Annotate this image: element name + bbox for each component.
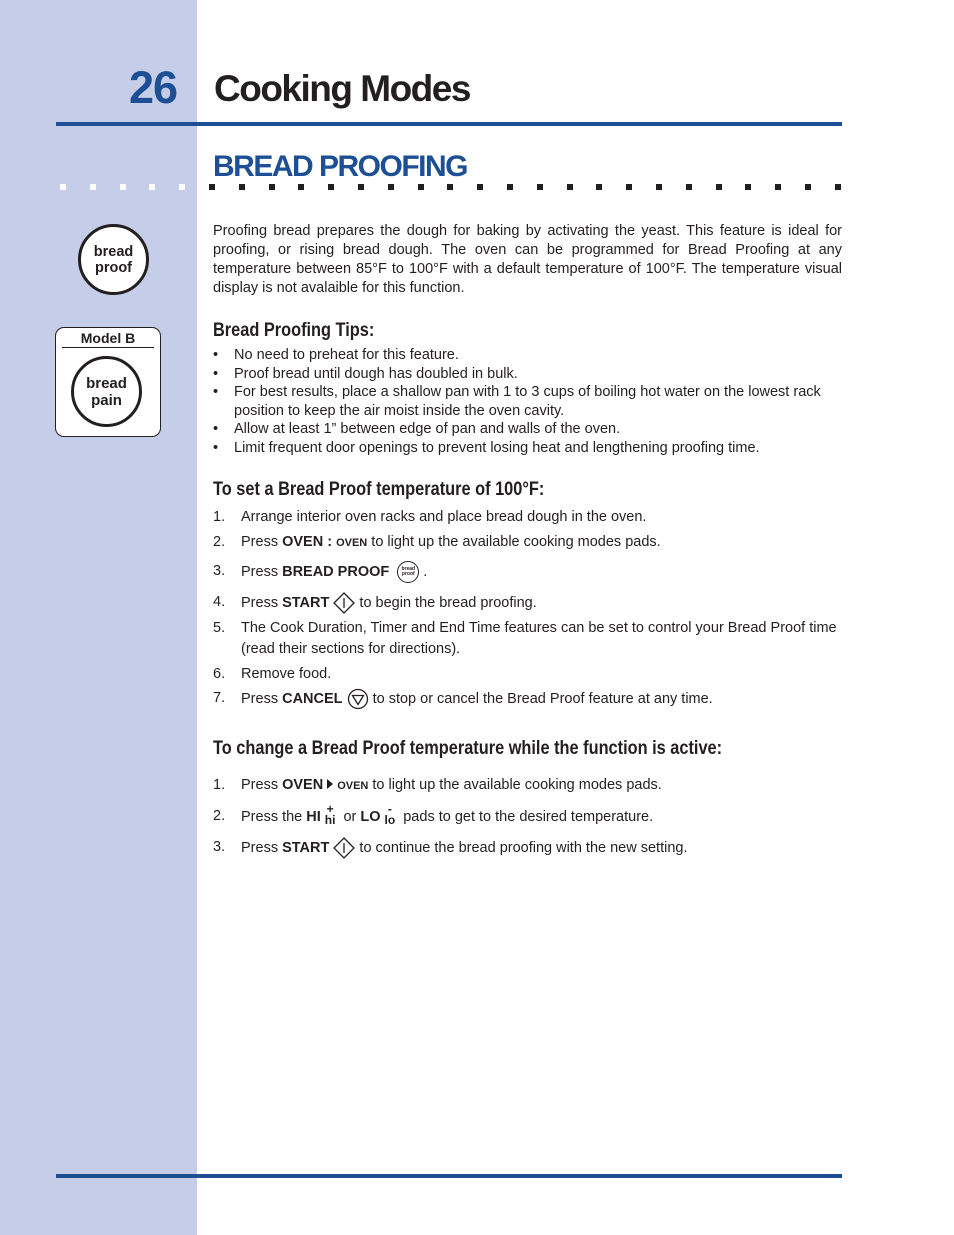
step-text: Press the — [241, 808, 307, 825]
bread-proof-mini-icon — [397, 561, 419, 583]
list-item: • Allow at least 1” between edge of pan and walls of the oven. — [213, 420, 842, 439]
icon-line: lo — [384, 813, 396, 827]
key-start: START — [282, 594, 330, 611]
divider-dot — [745, 184, 751, 190]
list-item: • Limit frequent door openings to prevent losing heat and lengthening proofing time. — [213, 439, 842, 458]
key-oven: OVEN — [282, 777, 324, 793]
list-item: • Proof bread until dough has doubled in bulk. — [213, 365, 842, 384]
plus-icon: + — [326, 802, 334, 816]
step — [213, 837, 842, 859]
lo-pad-icon — [385, 804, 396, 826]
step-number: 7. — [213, 690, 226, 706]
divider-dot — [716, 184, 722, 190]
step-text: to light up the available cooking modes pads. — [368, 777, 662, 793]
key-start: START — [282, 839, 330, 856]
step-number: 2. — [213, 808, 226, 824]
minus-icon: - — [387, 802, 392, 816]
step-number: 3. — [213, 563, 226, 579]
divider-dot — [656, 184, 662, 190]
arrow-right-icon — [327, 779, 333, 789]
page-number: 26 — [129, 62, 178, 113]
divider-dot — [686, 184, 692, 190]
step-text: or — [339, 808, 361, 825]
key-oven: OVEN : — [282, 534, 333, 550]
divider-dot — [567, 184, 573, 190]
divider-dot — [805, 184, 811, 190]
key-cancel: CANCEL — [282, 690, 343, 707]
tips-list — [213, 346, 842, 457]
icon-line: bread — [93, 243, 134, 260]
step-text: Remove food. — [241, 666, 332, 682]
divider-dot — [358, 184, 364, 190]
divider-dot — [209, 184, 215, 190]
step-text: Arrange interior oven racks and place bread dough in the oven. — [241, 509, 647, 525]
divider-dot — [447, 184, 453, 190]
divider-dot — [537, 184, 543, 190]
step-text: . — [423, 563, 428, 580]
set-temp-heading: To set a Bread Proof temperature of 100°F: — [213, 479, 545, 500]
dotted-divider — [56, 184, 846, 192]
step-number: 6. — [213, 666, 226, 682]
section-title: BREAD PROOFING — [213, 150, 468, 183]
divider-dot — [328, 184, 334, 190]
step-text: to light up the available cooking modes pads. — [367, 534, 661, 550]
step-text: to stop or cancel the Bread Proof feature at any time. — [368, 690, 713, 707]
key-bread-proof: BREAD PROOF — [282, 563, 390, 580]
divider-dot — [90, 184, 96, 190]
step — [213, 775, 842, 797]
icon-line: proof — [94, 259, 133, 276]
step-text: to begin the bread proofing. — [355, 594, 537, 611]
step — [213, 532, 842, 554]
step — [213, 507, 842, 528]
step-text: Press — [241, 839, 283, 856]
start-diamond-icon — [333, 592, 355, 614]
list-item: • For best results, place a shallow pan with 1 to 3 cups of boiling hot water on the lowest rack position to keep the air moist inside the oven cavity. — [213, 383, 842, 420]
change-temp-heading: To change a Bread Proof temperature while the function is active: — [213, 738, 723, 759]
page-title: Cooking Modes — [214, 68, 470, 109]
divider-dot — [120, 184, 126, 190]
hi-pad-icon — [325, 804, 336, 826]
divider-dot — [507, 184, 513, 190]
start-diamond-icon — [333, 837, 355, 859]
cancel-triangle-icon — [347, 688, 369, 710]
step-number: 2. — [213, 534, 226, 550]
step-text: The Cook Duration, Timer and End Time features can be set to control your Bread Proof time (read their sections for directions). — [241, 620, 837, 657]
divider-dot — [388, 184, 394, 190]
divider-dot — [269, 184, 275, 190]
footer-rule — [56, 1174, 842, 1178]
key-hi: HI — [306, 808, 321, 825]
bread-pain-pad-icon — [71, 356, 142, 427]
divider-dot — [298, 184, 304, 190]
icon-line: hi — [324, 813, 336, 827]
intro-paragraph: Proofing bread prepares the dough for baking by activating the yeast. This feature is ideal for proofing, or rising bread dough. The oven can be programmed for Bread Proofing at any temperature between 85°F to 100°F with a default temperature of 100°F. The temperature visual display is not avalaible for this function. — [213, 223, 842, 296]
icon-line: bread — [401, 566, 416, 572]
icon-line: bread — [86, 374, 127, 392]
step-text: Press — [241, 777, 283, 793]
icon-line: proof — [401, 571, 415, 577]
step — [213, 592, 842, 614]
step — [213, 561, 842, 583]
step-text: pads to get to the desired temperature. — [399, 808, 654, 825]
model-label: Model B — [62, 330, 154, 348]
key-lo: LO — [360, 808, 381, 825]
model-b-panel — [55, 327, 161, 437]
step-number: 3. — [213, 839, 226, 855]
step-number: 5. — [213, 620, 226, 636]
step-text: to continue the bread proofing with the new setting. — [355, 839, 688, 856]
oven-pad-label: OVEN — [336, 537, 368, 549]
step-number: 1. — [213, 777, 226, 793]
step-number: 4. — [213, 594, 226, 610]
tips-heading: Bread Proofing Tips: — [213, 320, 375, 341]
step — [213, 802, 842, 828]
step-text: Press — [241, 534, 283, 550]
divider-dot — [477, 184, 483, 190]
divider-dot — [418, 184, 424, 190]
divider-dot — [835, 184, 841, 190]
divider-dot — [775, 184, 781, 190]
step — [213, 618, 842, 660]
divider-dot — [626, 184, 632, 190]
icon-line: pain — [91, 391, 122, 409]
list-item: • No need to preheat for this feature. — [213, 346, 842, 365]
step — [213, 688, 842, 710]
divider-dot — [596, 184, 602, 190]
divider-dot — [149, 184, 155, 190]
divider-dot — [179, 184, 185, 190]
step-text: Press — [241, 594, 283, 611]
header-rule — [56, 122, 842, 126]
bread-proof-pad-icon — [78, 224, 149, 295]
oven-pad-label: OVEN — [337, 780, 369, 792]
step-number: 1. — [213, 509, 226, 525]
divider-dot — [60, 184, 66, 190]
step-text: Press — [241, 563, 283, 580]
step-text: Press — [241, 690, 283, 707]
step — [213, 664, 842, 685]
divider-dot — [239, 184, 245, 190]
